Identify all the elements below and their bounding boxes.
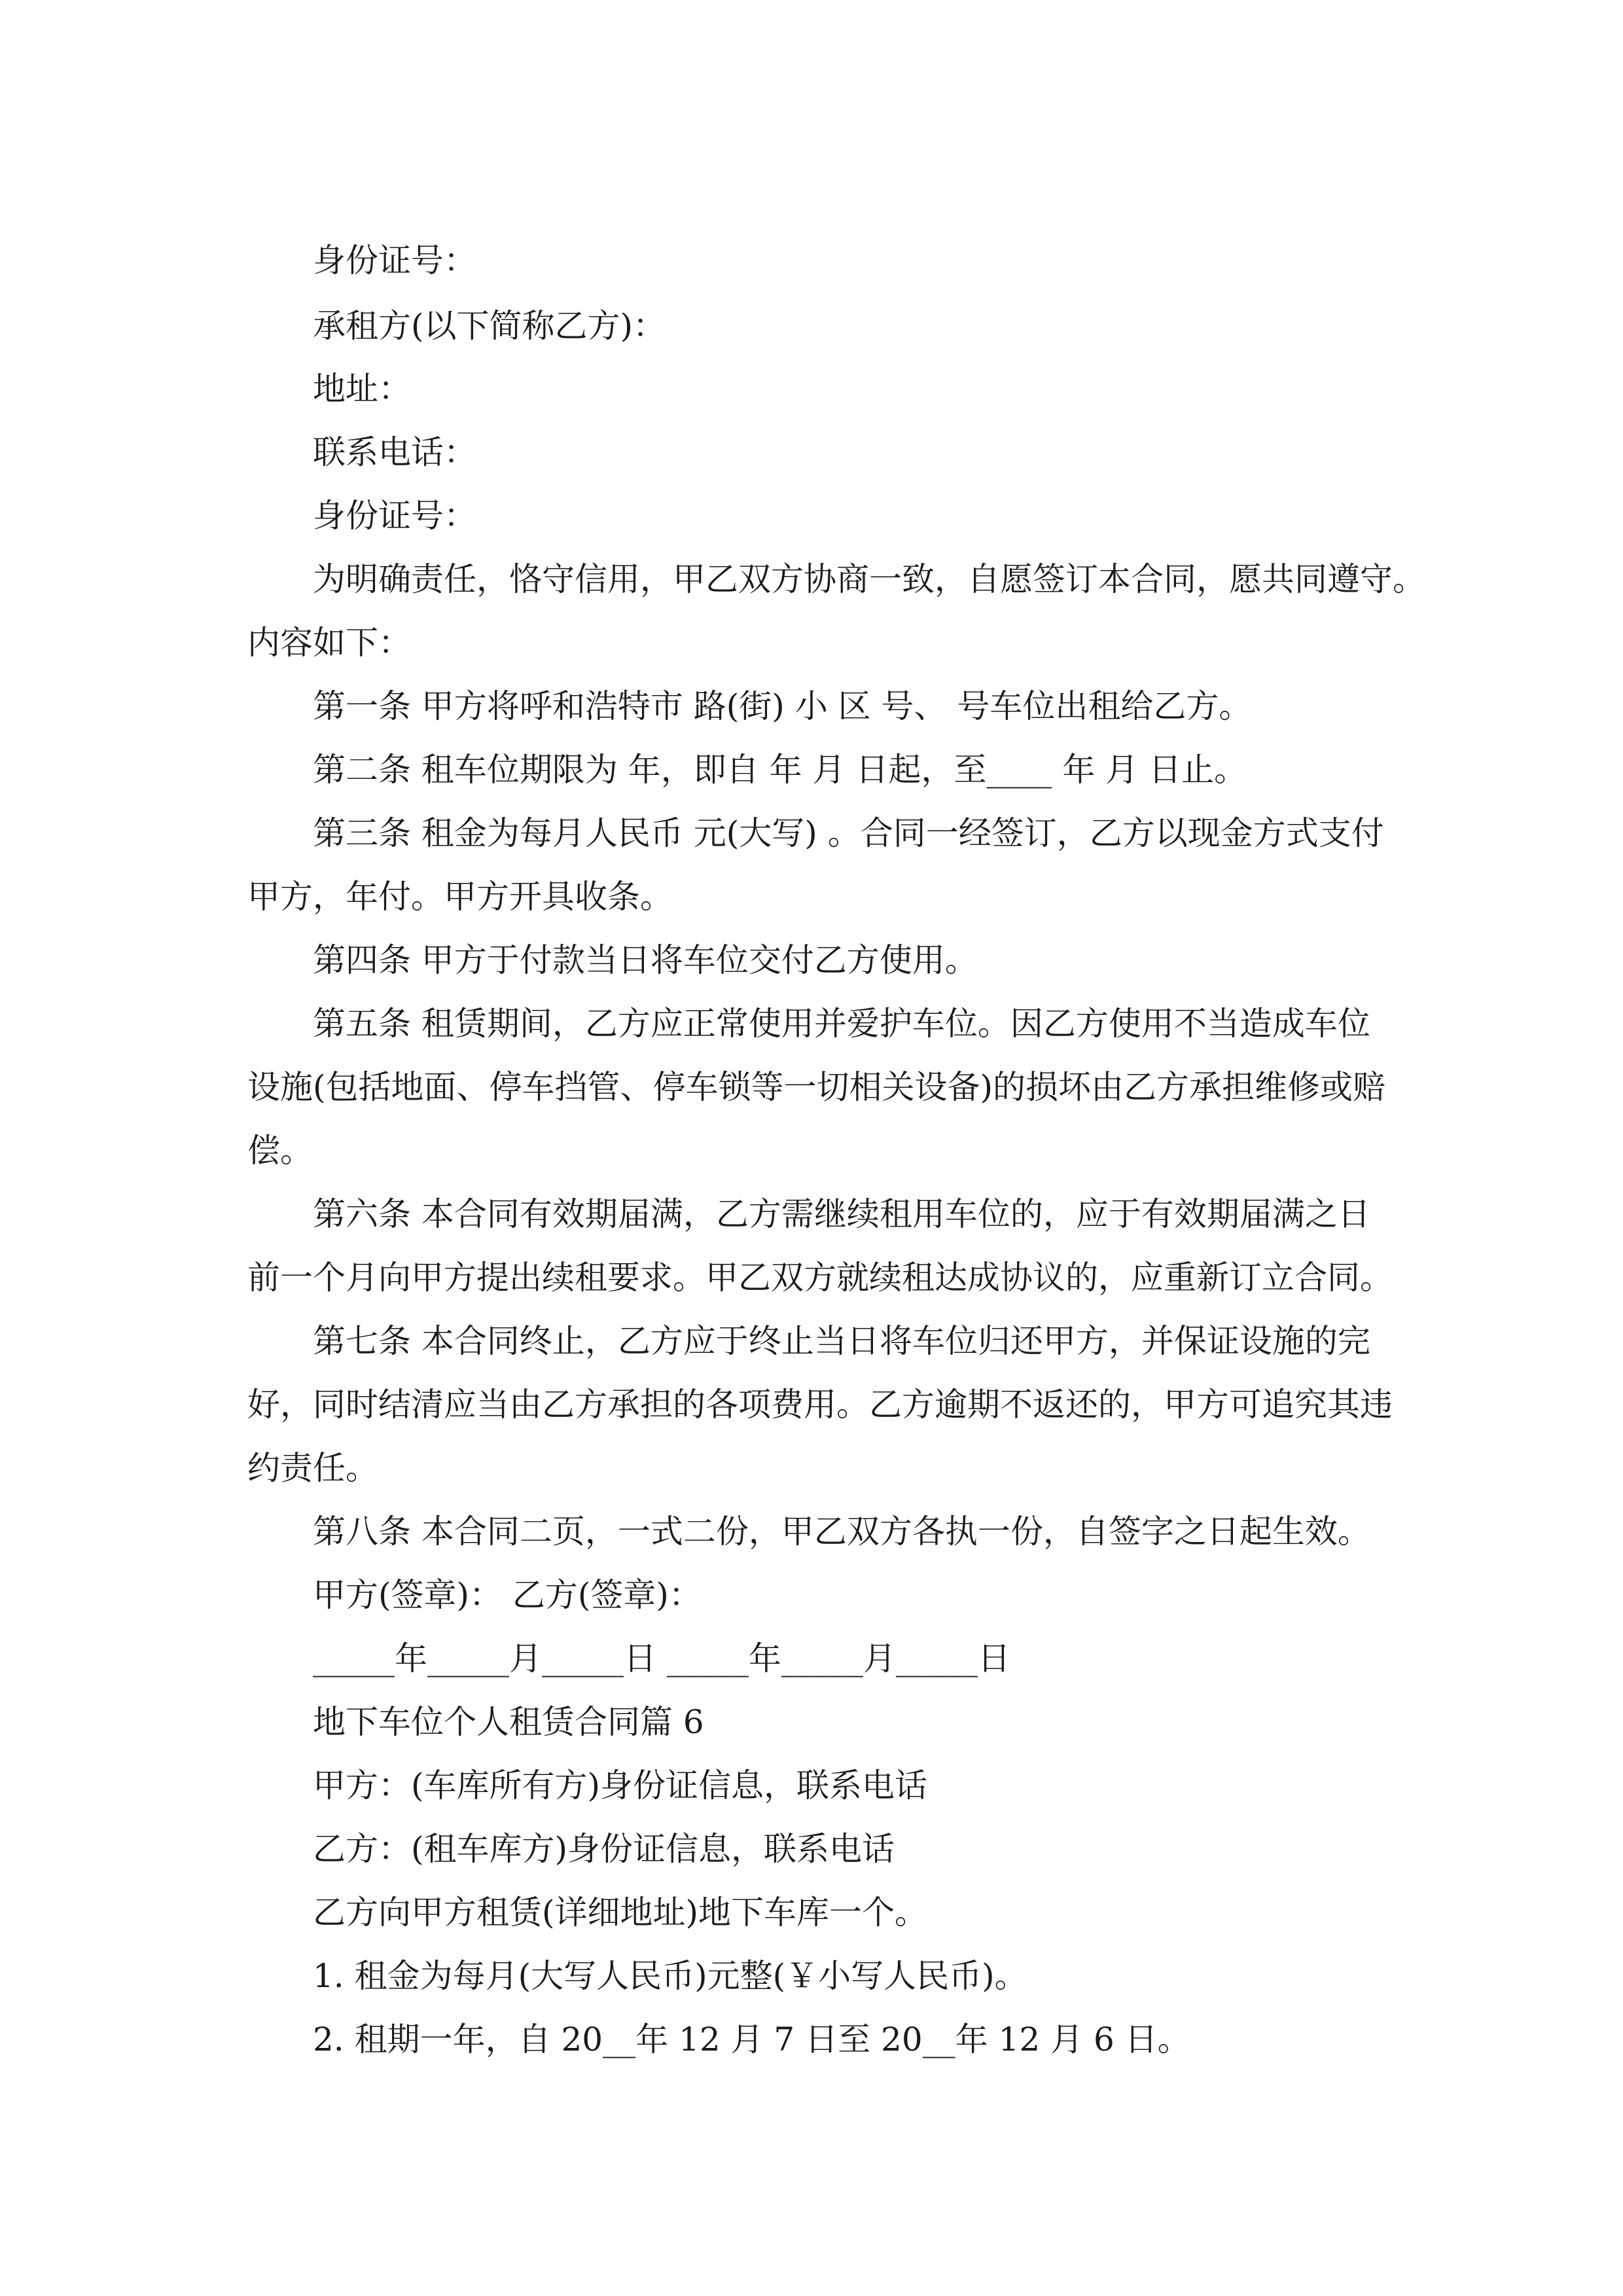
text-line: 甲方，年付。甲方开具收条。 xyxy=(247,878,673,916)
text-line: 第三条 租金为每月人民币 元(大写) 。合同一经签订，乙方以现金方式支付 xyxy=(313,814,1384,852)
paragraph-lessor-id xyxy=(247,229,1386,293)
paragraph-lessee-id xyxy=(247,484,1386,548)
paragraph-article-1 xyxy=(247,675,1386,738)
text-line: 乙方：(租车库方)身份证信息，联系电话 xyxy=(313,1830,895,1868)
paragraph-party-a xyxy=(247,1754,1386,1818)
text-line: 好，同时结清应当由乙方承担的各项费用。乙方逾期不返还的，甲方可追究其违 xyxy=(247,1386,1393,1424)
section-heading xyxy=(247,1691,1386,1754)
paragraph-item-2 xyxy=(247,2008,1386,2072)
paragraph-phone xyxy=(247,421,1386,484)
text-line: 约责任。 xyxy=(247,1449,378,1487)
paragraph-item-1 xyxy=(247,1945,1386,2008)
paragraph-article-4 xyxy=(247,929,1386,992)
text-line: 甲方：(车库所有方)身份证信息，联系电话 xyxy=(313,1767,928,1804)
text-line: 身份证号： xyxy=(313,497,476,535)
text-line: 乙方向甲方租赁(详细地址)地下车库一个。 xyxy=(313,1893,928,1931)
paragraph-article-8 xyxy=(247,1500,1386,1564)
text-line: 2. 租期一年，自 20__年 12 月 7 日至 20__年 12 月 6 日。 xyxy=(313,2020,1190,2058)
text-line: 承租方(以下简称乙方)： xyxy=(313,307,666,345)
paragraph-lessee xyxy=(247,295,1386,358)
paragraph-article-5 xyxy=(247,992,1386,1183)
text-line: _____年_____月_____日 _____年_____月_____日 xyxy=(313,1640,1010,1677)
text-line: 第四条 甲方于付款当日将车位交付乙方使用。 xyxy=(313,941,978,979)
text-line: 第八条 本合同二页，一式二份，甲乙双方各执一份，自签字之日起生效。 xyxy=(313,1513,1370,1551)
paragraph-sign-dates xyxy=(247,1627,1386,1691)
paragraph-party-b xyxy=(247,1818,1386,1881)
text-line: 第一条 甲方将呼和浩特市 路(街) 小 区 号、 号车位出租给乙方。 xyxy=(313,687,1252,725)
paragraph-signatures xyxy=(247,1564,1386,1627)
paragraph-article-2 xyxy=(247,738,1386,802)
text-line: 第六条 本合同有效期届满，乙方需继续租用车位的，应于有效期届满之日 xyxy=(313,1195,1370,1233)
paragraph-article-6 xyxy=(247,1183,1393,1310)
text-line: 地址： xyxy=(313,370,411,408)
text-line: 为明确责任，恪守信用，甲乙双方协商一致，自愿签订本合同，愿共同遵守。 xyxy=(313,560,1425,598)
text-line: 地下车位个人租赁合同篇 6 xyxy=(313,1703,704,1741)
text-line: 内容如下： xyxy=(247,624,411,662)
text-line: 联系电话： xyxy=(313,433,476,471)
text-line: 前一个月向甲方提出续租要求。甲乙双方就续租达成协议的，应重新订立合同。 xyxy=(247,1259,1393,1297)
text-line: 第五条 租赁期间，乙方应正常使用并爱护车位。因乙方使用不当造成车位 xyxy=(313,1005,1370,1043)
paragraph-article-7 xyxy=(247,1310,1393,1500)
paragraph-article-3 xyxy=(247,802,1386,929)
paragraph-garage xyxy=(247,1881,1386,1945)
text-line: 身份证号： xyxy=(313,242,476,279)
text-line: 第二条 租车位期限为 年，即自 年 月 日起，至____ 年 月 日止。 xyxy=(313,751,1247,789)
text-line: 设施(包括地面、停车挡管、停车锁等一切相关设备)的损坏由乙方承担维修或赔 xyxy=(247,1068,1386,1106)
text-line: 1. 租金为每月(大写人民币)元整(￥小写人民币)。 xyxy=(313,1957,1027,1995)
paragraph-preamble xyxy=(247,548,1425,675)
text-line: 甲方(签章)： 乙方(签章)： xyxy=(313,1576,702,1614)
text-line: 第七条 本合同终止，乙方应于终止当日将车位归还甲方，并保证设施的完 xyxy=(313,1322,1370,1360)
paragraph-address xyxy=(247,357,1386,421)
text-line: 偿。 xyxy=(247,1132,313,1170)
